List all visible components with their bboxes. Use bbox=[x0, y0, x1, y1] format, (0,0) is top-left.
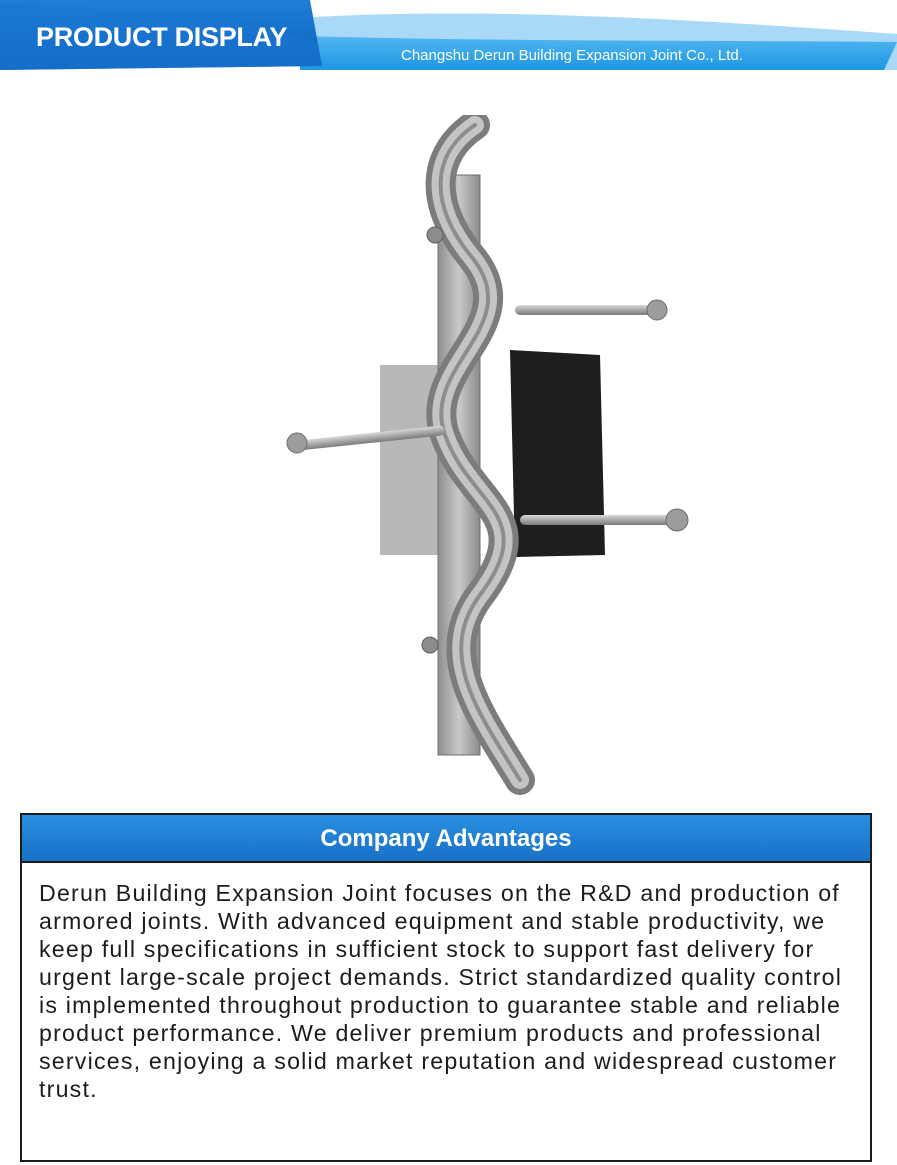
armored-expansion-joint-photo-icon bbox=[270, 115, 690, 795]
advantages-title: Company Advantages bbox=[320, 825, 572, 852]
advantages-body: Derun Building Expansion Joint focuses on the R&D and production of armored joints. With advanced equipment and stable productivity, we keep full specifications in sufficient stock to support fast delivery for urgent large-scale project demands. Strict standardized quality control is implemented throughout production to guarantee stable and reliable product performance. We deliver premium products and professional services, enjoying a solid market reputation and widespread customer trust. bbox=[39, 880, 843, 1102]
product-photo bbox=[270, 115, 690, 795]
page-title: PRODUCT DISPLAY bbox=[36, 22, 288, 52]
advantages-header bbox=[22, 815, 870, 863]
company-name: Changshu Derun Building Expansion Joint Co., Ltd. bbox=[401, 47, 743, 64]
header-banner bbox=[0, 0, 897, 72]
company-advantages-panel bbox=[20, 813, 872, 1162]
